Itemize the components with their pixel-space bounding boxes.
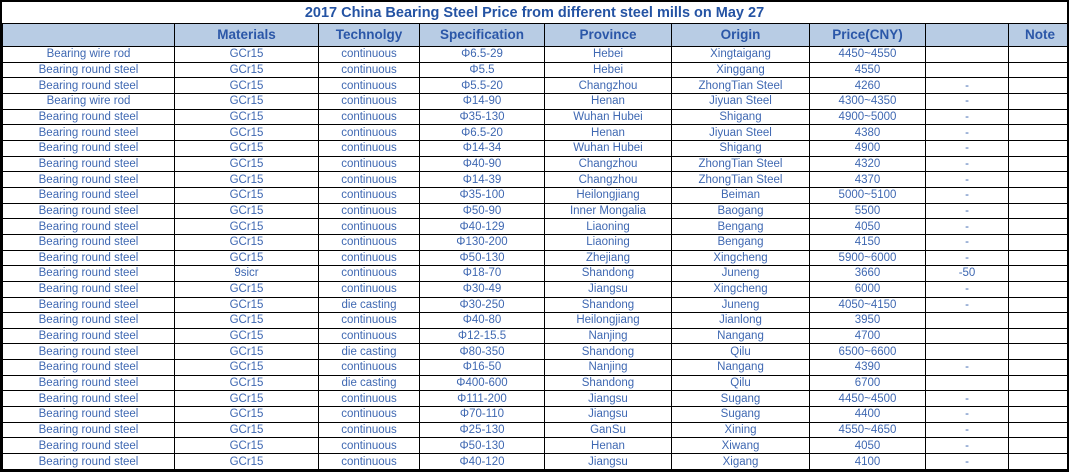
table-cell: Qilu xyxy=(672,375,810,391)
table-cell: Xigang xyxy=(672,454,810,470)
table-cell: 6000 xyxy=(810,281,926,297)
table-cell: Qilu xyxy=(672,344,810,360)
table-cell: continuous xyxy=(319,172,420,188)
table-cell: Bearing round steel xyxy=(3,234,175,250)
table-row xyxy=(3,391,1069,407)
column-header: Origin xyxy=(672,24,810,47)
table-cell: Zhejiang xyxy=(545,250,672,266)
table-cell xyxy=(926,375,1009,391)
table-cell: 4050 xyxy=(810,438,926,454)
table-cell: Φ50-130 xyxy=(420,438,545,454)
column-header: Materials xyxy=(175,24,319,47)
table-cell: 4700 xyxy=(810,328,926,344)
table-cell: Φ50-90 xyxy=(420,203,545,219)
table-cell: Shandong xyxy=(545,375,672,391)
table-row xyxy=(3,219,1069,235)
table-cell xyxy=(1009,78,1069,94)
table-cell: Φ30-250 xyxy=(420,297,545,313)
table-cell: GCr15 xyxy=(175,375,319,391)
table-row xyxy=(3,109,1069,125)
table-cell: Nangang xyxy=(672,328,810,344)
table-cell xyxy=(1009,93,1069,109)
table-cell: Φ40-80 xyxy=(420,313,545,329)
table-cell: Bearing wire rod xyxy=(3,93,175,109)
table-row xyxy=(3,172,1069,188)
table-cell: - xyxy=(926,281,1009,297)
table-cell: Bengang xyxy=(672,219,810,235)
column-header: Specification xyxy=(420,24,545,47)
table-cell xyxy=(1009,140,1069,156)
table-cell: die casting xyxy=(319,344,420,360)
column-header: Province xyxy=(545,24,672,47)
table-body xyxy=(3,47,1069,470)
table-cell: Φ80-350 xyxy=(420,344,545,360)
table-cell: Φ18-70 xyxy=(420,266,545,282)
table-row xyxy=(3,454,1069,470)
table-cell: - xyxy=(926,234,1009,250)
table-cell: continuous xyxy=(319,438,420,454)
table-cell: Bearing wire rod xyxy=(3,47,175,63)
table-cell: Xingcheng xyxy=(672,281,810,297)
table-cell: GCr15 xyxy=(175,234,319,250)
table-cell: -50 xyxy=(926,266,1009,282)
table-cell: GCr15 xyxy=(175,281,319,297)
table-cell: 4050 xyxy=(810,219,926,235)
table-cell: GCr15 xyxy=(175,140,319,156)
table-cell: Φ111-200 xyxy=(420,391,545,407)
table-cell: Bearing round steel xyxy=(3,203,175,219)
table-cell: GCr15 xyxy=(175,407,319,423)
table-cell: 4900~5000 xyxy=(810,109,926,125)
table-cell xyxy=(1009,234,1069,250)
table-cell: Φ25-130 xyxy=(420,422,545,438)
table-cell: GCr15 xyxy=(175,219,319,235)
table-row xyxy=(3,125,1069,141)
table-cell: Bearing round steel xyxy=(3,297,175,313)
table-cell: 6500~6600 xyxy=(810,344,926,360)
table-cell: GCr15 xyxy=(175,93,319,109)
table-cell: Changzhou xyxy=(545,78,672,94)
table-cell xyxy=(1009,109,1069,125)
table-cell: Φ14-39 xyxy=(420,172,545,188)
table-cell: 4900 xyxy=(810,140,926,156)
table-cell: continuous xyxy=(319,125,420,141)
table-row xyxy=(3,78,1069,94)
table-cell: - xyxy=(926,109,1009,125)
table-cell: Φ14-90 xyxy=(420,93,545,109)
table-cell: Φ35-100 xyxy=(420,187,545,203)
table-cell: continuous xyxy=(319,407,420,423)
table-cell: continuous xyxy=(319,78,420,94)
table-row xyxy=(3,93,1069,109)
table-cell: Φ40-90 xyxy=(420,156,545,172)
table-cell: Bearing round steel xyxy=(3,172,175,188)
table-cell: GCr15 xyxy=(175,250,319,266)
table-cell xyxy=(926,47,1009,63)
table-cell: Henan xyxy=(545,438,672,454)
table-cell: - xyxy=(926,297,1009,313)
table-cell: GanSu xyxy=(545,422,672,438)
table-cell: Xiwang xyxy=(672,438,810,454)
table-cell: Φ130-200 xyxy=(420,234,545,250)
table-cell: Bearing round steel xyxy=(3,422,175,438)
table-cell: 4450~4500 xyxy=(810,391,926,407)
table-cell: Henan xyxy=(545,125,672,141)
table-row xyxy=(3,297,1069,313)
table-cell: Jiyuan Steel xyxy=(672,93,810,109)
table-cell: Bearing round steel xyxy=(3,125,175,141)
table-cell: - xyxy=(926,172,1009,188)
table-cell xyxy=(1009,360,1069,376)
table-cell: 4550~4650 xyxy=(810,422,926,438)
table-cell xyxy=(1009,266,1069,282)
table-cell: - xyxy=(926,203,1009,219)
table-cell: 5900~6000 xyxy=(810,250,926,266)
table-cell: Nanjing xyxy=(545,360,672,376)
column-header xyxy=(3,24,175,47)
table-cell: Wuhan Hubei xyxy=(545,140,672,156)
table-cell: ZhongTian Steel xyxy=(672,156,810,172)
table-cell xyxy=(1009,281,1069,297)
table-cell: continuous xyxy=(319,47,420,63)
table-cell: Liaoning xyxy=(545,219,672,235)
table-cell: Jianlong xyxy=(672,313,810,329)
table-cell: Φ6.5-20 xyxy=(420,125,545,141)
table-cell: Nangang xyxy=(672,360,810,376)
table-cell: continuous xyxy=(319,187,420,203)
table-row xyxy=(3,375,1069,391)
table-cell: Bearing round steel xyxy=(3,454,175,470)
table-cell: Wuhan Hubei xyxy=(545,109,672,125)
table-cell xyxy=(1009,172,1069,188)
table-cell xyxy=(926,62,1009,78)
table-cell: Φ14-34 xyxy=(420,140,545,156)
table-cell: Φ40-129 xyxy=(420,219,545,235)
table-row xyxy=(3,156,1069,172)
table-cell: 4100 xyxy=(810,454,926,470)
table-cell: Φ5.5 xyxy=(420,62,545,78)
table-cell: Jiangsu xyxy=(545,454,672,470)
table-cell xyxy=(1009,250,1069,266)
table-cell: Bearing round steel xyxy=(3,407,175,423)
table-cell: GCr15 xyxy=(175,344,319,360)
table-cell: Shandong xyxy=(545,266,672,282)
table-cell: continuous xyxy=(319,328,420,344)
header-row xyxy=(3,24,1069,47)
table-cell: Φ70-110 xyxy=(420,407,545,423)
table-cell: Beiman xyxy=(672,187,810,203)
column-header: Note xyxy=(1009,24,1069,47)
table-cell: continuous xyxy=(319,140,420,156)
table-cell: GCr15 xyxy=(175,172,319,188)
table-cell: 9sicr xyxy=(175,266,319,282)
table-cell: continuous xyxy=(319,281,420,297)
table-cell: Bearing round steel xyxy=(3,360,175,376)
table-cell: continuous xyxy=(319,360,420,376)
table-cell: Φ30-49 xyxy=(420,281,545,297)
table-row xyxy=(3,438,1069,454)
table-cell: Juneng xyxy=(672,297,810,313)
table-cell: Xining xyxy=(672,422,810,438)
table-cell: GCr15 xyxy=(175,313,319,329)
table-cell: Bearing round steel xyxy=(3,62,175,78)
table-cell: Bearing round steel xyxy=(3,140,175,156)
table-cell xyxy=(1009,391,1069,407)
table-cell: Bearing round steel xyxy=(3,438,175,454)
table-cell xyxy=(1009,407,1069,423)
table-cell: Sugang xyxy=(672,407,810,423)
table-cell: Hebei xyxy=(545,47,672,63)
table-cell: Changzhou xyxy=(545,156,672,172)
table-cell xyxy=(1009,454,1069,470)
table-cell: 4300~4350 xyxy=(810,93,926,109)
table-cell: GCr15 xyxy=(175,360,319,376)
table-cell: continuous xyxy=(319,203,420,219)
table-cell: 4050~4150 xyxy=(810,297,926,313)
table-cell: ZhongTian Steel xyxy=(672,172,810,188)
table-cell: Changzhou xyxy=(545,172,672,188)
table-row xyxy=(3,328,1069,344)
table-cell: Bearing round steel xyxy=(3,328,175,344)
table-cell: Φ400-600 xyxy=(420,375,545,391)
table-cell: - xyxy=(926,454,1009,470)
table-cell: 4380 xyxy=(810,125,926,141)
table-cell: Bearing round steel xyxy=(3,391,175,407)
table-cell: GCr15 xyxy=(175,47,319,63)
table-cell: Liaoning xyxy=(545,234,672,250)
table-cell: GCr15 xyxy=(175,62,319,78)
table-cell: Hebei xyxy=(545,62,672,78)
table-cell: continuous xyxy=(319,250,420,266)
table-cell: Jiangsu xyxy=(545,281,672,297)
page-title: 2017 China Bearing Steel Price from different steel mills on May 27 xyxy=(2,2,1067,23)
table-cell: ZhongTian Steel xyxy=(672,78,810,94)
table-cell: - xyxy=(926,156,1009,172)
table-cell: - xyxy=(926,422,1009,438)
column-header xyxy=(926,24,1009,47)
table-cell xyxy=(1009,203,1069,219)
table-cell: 5000~5100 xyxy=(810,187,926,203)
table-cell xyxy=(926,344,1009,360)
table-cell: Shandong xyxy=(545,297,672,313)
table-cell xyxy=(1009,219,1069,235)
table-cell: continuous xyxy=(319,313,420,329)
table-row xyxy=(3,203,1069,219)
table-row xyxy=(3,187,1069,203)
table-cell: Bearing round steel xyxy=(3,266,175,282)
table-cell: continuous xyxy=(319,266,420,282)
table-cell: Bearing round steel xyxy=(3,344,175,360)
table-row xyxy=(3,47,1069,63)
table-row xyxy=(3,281,1069,297)
table-cell: 3660 xyxy=(810,266,926,282)
table-cell: Baogang xyxy=(672,203,810,219)
table-cell: - xyxy=(926,407,1009,423)
table-cell: Φ5.5-20 xyxy=(420,78,545,94)
table-cell: Shigang xyxy=(672,109,810,125)
table-cell: Jiangsu xyxy=(545,391,672,407)
table-cell: continuous xyxy=(319,234,420,250)
table-cell xyxy=(1009,125,1069,141)
table-cell: Φ50-130 xyxy=(420,250,545,266)
table-cell: Juneng xyxy=(672,266,810,282)
table-cell: Bearing round steel xyxy=(3,250,175,266)
table-cell xyxy=(926,313,1009,329)
table-row xyxy=(3,422,1069,438)
table-cell: - xyxy=(926,219,1009,235)
table-cell: GCr15 xyxy=(175,454,319,470)
table-cell: Bearing round steel xyxy=(3,281,175,297)
table-cell: Xinggang xyxy=(672,62,810,78)
table-cell: Heilongjiang xyxy=(545,313,672,329)
table-cell: Φ12-15.5 xyxy=(420,328,545,344)
table-cell xyxy=(1009,187,1069,203)
table-cell xyxy=(1009,47,1069,63)
table-cell: continuous xyxy=(319,422,420,438)
table-cell: Φ16-50 xyxy=(420,360,545,376)
table-cell: GCr15 xyxy=(175,125,319,141)
column-header: Technolgy xyxy=(319,24,420,47)
table-cell xyxy=(1009,422,1069,438)
table-cell xyxy=(926,328,1009,344)
table-row xyxy=(3,140,1069,156)
table-cell: 4260 xyxy=(810,78,926,94)
table-cell: GCr15 xyxy=(175,297,319,313)
table-cell: Bearing round steel xyxy=(3,187,175,203)
table-cell xyxy=(1009,375,1069,391)
table-row xyxy=(3,250,1069,266)
table-cell: Jiangsu xyxy=(545,407,672,423)
table-cell: continuous xyxy=(319,93,420,109)
table-cell xyxy=(1009,313,1069,329)
table-cell: 4150 xyxy=(810,234,926,250)
table-cell xyxy=(1009,156,1069,172)
table-cell: Jiyuan Steel xyxy=(672,125,810,141)
table-cell: 6700 xyxy=(810,375,926,391)
table-cell: continuous xyxy=(319,391,420,407)
table-cell: Bearing round steel xyxy=(3,109,175,125)
table-cell: 4400 xyxy=(810,407,926,423)
table-cell xyxy=(1009,438,1069,454)
table-cell: Nanjing xyxy=(545,328,672,344)
table-cell: - xyxy=(926,391,1009,407)
table-cell: - xyxy=(926,93,1009,109)
table-cell: 5500 xyxy=(810,203,926,219)
table-cell: Heilongjiang xyxy=(545,187,672,203)
table-cell: GCr15 xyxy=(175,156,319,172)
table-cell: 4550 xyxy=(810,62,926,78)
table-cell: GCr15 xyxy=(175,187,319,203)
table-cell: 3950 xyxy=(810,313,926,329)
table-cell: GCr15 xyxy=(175,438,319,454)
table-cell xyxy=(1009,328,1069,344)
table-cell: - xyxy=(926,250,1009,266)
table-cell: Φ35-130 xyxy=(420,109,545,125)
table-cell: 4390 xyxy=(810,360,926,376)
table-cell: Bearing round steel xyxy=(3,313,175,329)
table-cell: GCr15 xyxy=(175,109,319,125)
table-cell: - xyxy=(926,140,1009,156)
table-cell: GCr15 xyxy=(175,78,319,94)
table-cell: 4450~4550 xyxy=(810,47,926,63)
table-cell: continuous xyxy=(319,454,420,470)
table-cell: - xyxy=(926,78,1009,94)
table-cell: - xyxy=(926,125,1009,141)
table-cell: continuous xyxy=(319,109,420,125)
table-cell: die casting xyxy=(319,297,420,313)
table-cell: Bearing round steel xyxy=(3,78,175,94)
table-cell: Xingtaigang xyxy=(672,47,810,63)
table-cell: Φ40-120 xyxy=(420,454,545,470)
table-cell: - xyxy=(926,438,1009,454)
table-cell: Xingcheng xyxy=(672,250,810,266)
table-cell: continuous xyxy=(319,219,420,235)
table-cell: 4320 xyxy=(810,156,926,172)
table-cell: Shigang xyxy=(672,140,810,156)
table-cell: - xyxy=(926,360,1009,376)
table-cell: Inner Mongalia xyxy=(545,203,672,219)
table-cell: 4370 xyxy=(810,172,926,188)
table-row xyxy=(3,234,1069,250)
table-cell: Bengang xyxy=(672,234,810,250)
table-cell xyxy=(1009,297,1069,313)
table-cell: Shandong xyxy=(545,344,672,360)
table-cell: Sugang xyxy=(672,391,810,407)
table-cell: Henan xyxy=(545,93,672,109)
table-cell xyxy=(1009,344,1069,360)
table-cell xyxy=(1009,62,1069,78)
table-cell: die casting xyxy=(319,375,420,391)
table-row xyxy=(3,313,1069,329)
table-row xyxy=(3,360,1069,376)
table-cell: - xyxy=(926,187,1009,203)
table-row xyxy=(3,407,1069,423)
table-row xyxy=(3,344,1069,360)
table-cell: GCr15 xyxy=(175,328,319,344)
table-cell: GCr15 xyxy=(175,203,319,219)
table-row xyxy=(3,62,1069,78)
table-row xyxy=(3,266,1069,282)
table-cell: Bearing round steel xyxy=(3,219,175,235)
price-table xyxy=(2,23,1069,470)
table-cell: continuous xyxy=(319,62,420,78)
table-cell: GCr15 xyxy=(175,391,319,407)
table-cell: Bearing round steel xyxy=(3,375,175,391)
table-cell: GCr15 xyxy=(175,422,319,438)
table-cell: continuous xyxy=(319,156,420,172)
table-cell: Bearing round steel xyxy=(3,156,175,172)
column-header: Price(CNY) xyxy=(810,24,926,47)
table-cell: Φ6.5-29 xyxy=(420,47,545,63)
